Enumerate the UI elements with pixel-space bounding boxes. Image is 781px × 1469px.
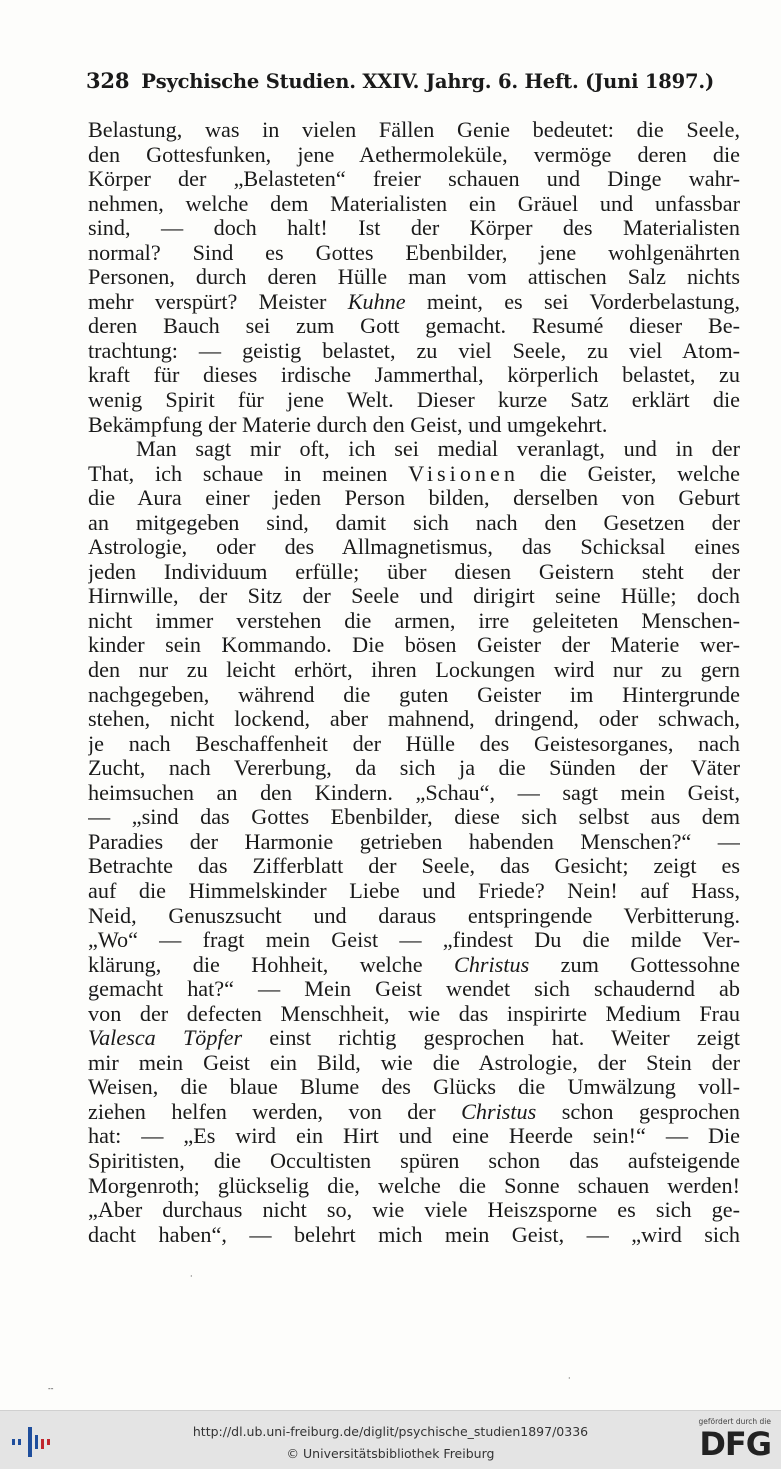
text-line: auf die Himmelskinder Liebe und Friede? Nein! auf Hass, [88,878,740,903]
text-line: — „sind das Gottes Ebenbilder, diese sich selbst aus dem [88,805,740,830]
text-line: Belastung, was in vielen Fällen Genie bedeutet: die Seele, [88,118,740,142]
text-line: Betrachte das Zifferblatt der Seele, das Gesicht; zeigt es [88,854,740,879]
text-line: gemacht hat?“ — Mein Geist wendet sich schaudernd ab [88,977,740,1002]
source-url[interactable]: http://dl.ub.uni-freiburg.de/diglit/psychische_studien1897/0336 [192,1424,589,1439]
page-number: 328 [86,68,130,93]
text-line: hat: — „Es wird ein Hirt und eine Heerde sein!“ — Die [88,1124,740,1149]
text-line: ziehen helfen werden, von der Christus schon gesprochen [88,1099,740,1124]
text-line: den nur zu leicht erhört, ihren Lockungen wird nur zu gern [88,658,740,683]
text-line: mehr verspürt? Meister Kuhne meint, es sei Vorderbelastung, [88,289,740,314]
text-line: den Gottesfunken, jene Aethermoleküle, vermöge deren die [88,142,740,167]
text-line: Neid, Genuszsucht und daraus entspringende Verbitterung. [88,903,740,928]
scan-speck: -- [48,1384,54,1393]
text-line: nicht immer verstehen die armen, irre geleiteten Menschen- [88,608,740,633]
text-line: dacht haben“, — belehrt mich mein Geist, — „wird sich [88,1222,740,1247]
text-line: deren Bauch sei zum Gott gemacht. Resumé dieser Be- [88,314,740,339]
text-line: mir mein Geist ein Bild, wie die Astrologie, der Stein der [88,1050,740,1075]
text-line: Paradies der Harmonie getrieben habenden Menschen?“ — [88,829,740,854]
text-line: sind, — doch halt! Ist der Körper des Materialisten [88,216,740,241]
funder-note: gefördert durch die [698,1417,771,1426]
scan-speck: · [568,1374,571,1383]
text-line: „Aber durchaus nicht so, wie viele Heiszsporne es sich ge- [88,1198,740,1223]
text-line: von der defecten Menschheit, wie das inspirirte Medium Frau [88,1001,740,1026]
text-line: trachtung: — geistig belastet, zu viel Seele, zu viel Atom- [88,338,740,363]
text-line: nachgegeben, während die guten Geister im Hintergrunde [88,682,740,707]
running-title: Psychische Studien. XXIV. Jahrg. 6. Heft. (Juni 1897.) [141,70,715,93]
text-line: die Aura einer jeden Person bilden, derselben von Geburt [88,486,740,511]
text-line: kraft für dieses irdische Jammerthal, körperlich belastet, zu [88,363,740,388]
text-line: kinder sein Kommando. Die bösen Geister der Materie wer- [88,633,740,658]
dfg-logo: DFG [699,1425,771,1463]
text-line: an mitgegeben sind, damit sich nach den Gesetzen der [88,510,740,535]
text-line: Körper der „Belasteten“ freier schauen und Dinge wahr- [88,167,740,192]
text-line: Astrologie, oder des Allmagnetismus, das Schicksal eines [88,535,740,560]
text-line: wenig Spirit für jene Welt. Dieser kurze Satz erklärt die [88,388,740,413]
text-line: klärung, die Hohheit, welche Christus zum Gottessohne [88,952,740,977]
text-line: jeden Individuum erfülle; über diesen Geistern steht der [88,559,740,584]
text-line: nehmen, welche dem Materialisten ein Gräuel und unfassbar [88,191,740,216]
text-line: normal? Sind es Gottes Ebenbilder, jene wohlgenährten [88,240,740,265]
body-text [88,118,740,1247]
paragraph-start-line: Man sagt mir oft, ich sei medial veranlagt, und in der [136,437,740,462]
running-header [86,68,746,93]
text-line: Zucht, nach Vererbung, da sich ja die Sünden der Väter [88,756,740,781]
copyright-notice: © Universitätsbibliothek Freiburg [286,1446,495,1461]
paragraph-end-line: Bekämpfung der Materie durch den Geist, und umgekehrt. [88,412,608,437]
text-line: Weisen, die blaue Blume des Glücks die Umwälzung voll- [88,1075,740,1100]
text-line: je nach Beschaffenheit der Hülle des Geistesorganes, nach [88,731,740,756]
text-line: Morgenroth; glückselig die, welche die Sonne schauen werden! [88,1173,740,1198]
text-line: Spiritisten, die Occultisten spüren schon das aufsteigende [88,1148,740,1173]
text-line: That, ich schaue in meinen Visionen die Geister, welche [88,461,740,486]
text-line: Hirnwille, der Sitz der Seele und dirigirt seine Hülle; doch [88,584,740,609]
text-line: stehen, nicht lockend, aber mahnend, dringend, oder schwach, [88,707,740,732]
digitization-footer [0,1410,781,1469]
text-line: Personen, durch deren Hülle man vom attischen Salz nichts [88,265,740,290]
text-line: Valesca Töpfer einst richtig gesprochen hat. Weiter zeigt [88,1026,740,1051]
dfg-funder [681,1417,771,1465]
text-line: heimsuchen an den Kindern. „Schau“, — sagt mein Geist, [88,780,740,805]
text-line: „Wo“ — fragt mein Geist — „findest Du die milde Ver- [88,928,740,953]
scan-speck: · [190,1272,193,1281]
